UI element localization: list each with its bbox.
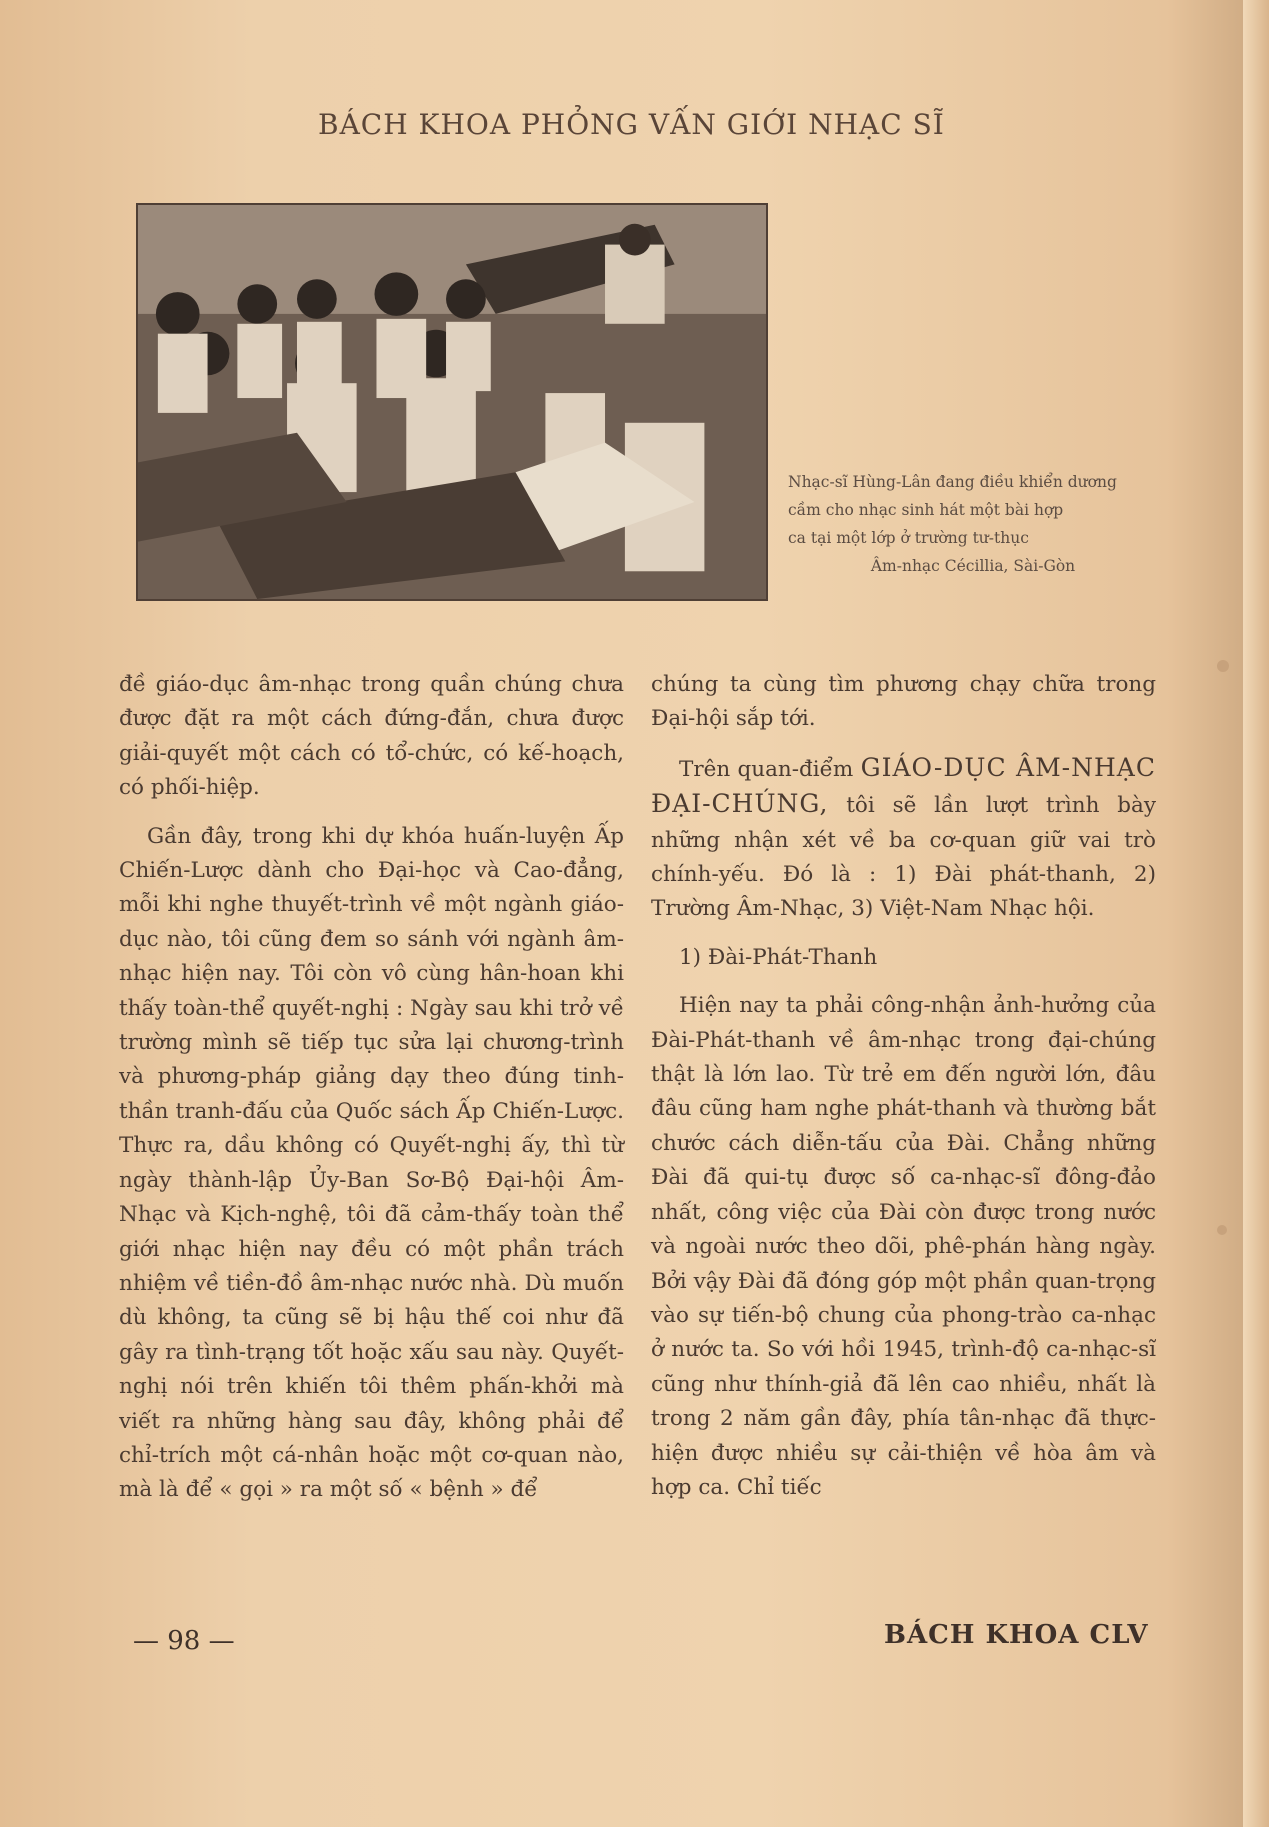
subheading: 1) Đài-Phát-Thanh — [679, 944, 878, 970]
paragraph — [651, 751, 1156, 927]
page-edge — [1243, 0, 1269, 1827]
emphasis-text: GIÁO-DỤC ÂM-NHẠC ĐẠI-CHÚNG, — [651, 752, 1156, 819]
paragraph: chúng ta cùng tìm phương chạy chữa trong Đại-hội sắp tới. — [651, 672, 1156, 732]
paragraph: Gần đây, trong khi dự khóa huấn-luyện Ấp Chiến-Lược dành cho Đại-học và Cao-đẳng, mỗi khi nghe thuyết-trình về một ngành giáo-dục nào, tôi cũng đem so sánh với ngành âm-nhạc hiện nay. Tôi còn vô cùng hân-hoan khi thấy toàn-thể quyết-nghị : Ngày sau khi trở về trường mình sẽ tiếp tục sửa lại chương-trình và phương-pháp giảng dạy theo đúng tinh-thần tranh-đấu của Quốc sách Ấp Chiến-Lược. Thực ra, dầu không có Quyết-nghị ấy, thì từ ngày thành-lập Ủy-Ban Sơ-Bộ Đại-hội Âm-Nhạc và Kịch-nghệ, tôi đã cảm-thấy toàn thể giới nhạc hiện nay đều có một phần trách nhiệm về tiền-đồ âm-nhạc nước nhà. Dù muốn dù không, ta cũng sẽ bị hậu thế coi như đã gây ra tình-trạng tốt hoặc xấu sau này. Quyết-nghị nói trên khiến tôi thêm phấn-khởi mà viết ra những hàng sau đây, không phải để chỉ-trích một cá-nhân hoặc một cơ-quan nào, mà là để « gọi » ra một số « bệnh » để — [119, 823, 624, 1503]
paragraph: đề giáo-dục âm-nhạc trong quần chúng chưa được đặt ra một cách đứng-đắn, chưa được giải-quyết một cách có tổ-chức, có kế-hoạch, có phối-hiệp. — [119, 672, 624, 801]
paper-stain — [1217, 660, 1229, 672]
page-number: — 98 — — [133, 1626, 235, 1656]
paragraph-text: Trên quan-điểm — [679, 756, 854, 782]
page-header: BÁCH KHOA PHỎNG VẤN GIỚI NHẠC SĨ — [318, 108, 945, 141]
journal-name: BÁCH KHOA CLV — [884, 1620, 1149, 1650]
caption-line: cầm cho nhạc sinh hát một bài hợp — [788, 501, 1064, 519]
paragraph: Hiện nay ta phải công-nhận ảnh-hưởng của Đài-Phát-thanh về âm-nhạc trong đại-chúng thật là lớn lao. Từ trẻ em đến người lớn, đâu đâu cũng ham nghe phát-thanh và thường bắt chước cách diễn-tấu của Đài. Chẳng những Đài đã qui-tụ được số ca-nhạc-sĩ đông-đảo nhất, công việc của Đài còn được trong nước và ngoài nước theo dõi, phê-phán hàng ngày. Bởi vậy Đài đã đóng góp một phần quan-trọng vào sự tiến-bộ chung của phong-trào ca-nhạc ở nước ta. So với hồi 1945, trình-độ ca-nhạc-sĩ cũng như thính-giả đã lên cao nhiều, nhất là trong 2 năm gần đây, phía tân-nhạc đã thực-hiện được nhiều sự cải-thiện về hòa âm và hợp ca. Chỉ tiếc — [651, 993, 1156, 1500]
photo-caption — [788, 468, 1158, 580]
paper-stain — [1217, 1225, 1227, 1235]
caption-line: Âm-nhạc Cécillia, Sài-Gòn — [870, 557, 1076, 575]
caption-line: ca tại một lớp ở trường tư-thục — [788, 529, 1029, 547]
photo-illustration — [138, 205, 766, 599]
classroom-photo — [136, 203, 768, 601]
right-column — [651, 668, 1156, 1505]
caption-line: Nhạc-sĩ Hùng-Lân đang điều khiển dương — [788, 473, 1117, 491]
paragraph-text: tôi sẽ lần lượt trình bày những nhận xét về ba cơ-quan giữ vai trò chính-yếu. Đó là : 1) Đài phát-thanh, 2) Trường Âm-Nhạc, 3) Việt-Nam Nhạc hội. — [651, 793, 1157, 922]
left-column — [119, 668, 624, 1508]
